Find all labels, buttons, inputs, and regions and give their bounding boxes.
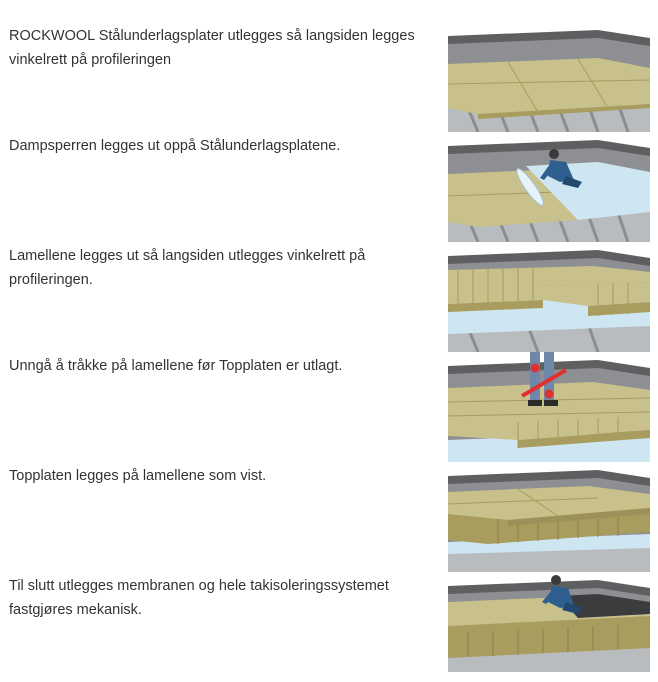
step-3-text: Lamellene legges ut så langsiden utlegges vinkelrett på profileringen. — [9, 248, 366, 288]
step-4-text: Unngå å tråkke på lamellene før Topplaten er utlagt. — [9, 358, 343, 374]
step-5-illustration — [448, 462, 650, 572]
underlay-panels — [448, 58, 650, 119]
instruction-step-5 — [0, 462, 658, 572]
instruction-step-2 — [0, 132, 658, 242]
instruction-step-3 — [0, 242, 658, 352]
step-5-text: Topplaten legges på lamellene som vist. — [9, 468, 267, 484]
step-2-illustration — [448, 132, 650, 242]
step-3-illustration — [448, 242, 650, 352]
instruction-step-4 — [0, 352, 658, 462]
step-2-text: Dampsperren legges ut oppå Stålunderlagsplatene. — [9, 138, 341, 154]
instruction-step-1 — [0, 22, 658, 132]
step-1-text: ROCKWOOL Stålunderlagsplater utlegges så langsiden legges vinkelrett på profileringen — [9, 28, 415, 68]
step-6-illustration — [448, 572, 650, 682]
step-1-illustration — [448, 22, 650, 132]
step-6-text: Til slutt utlegges membranen og hele takisoleringssystemet fastgjøres mekanisk. — [9, 578, 389, 618]
instruction-step-6 — [0, 572, 658, 682]
step-4-illustration — [448, 352, 650, 462]
